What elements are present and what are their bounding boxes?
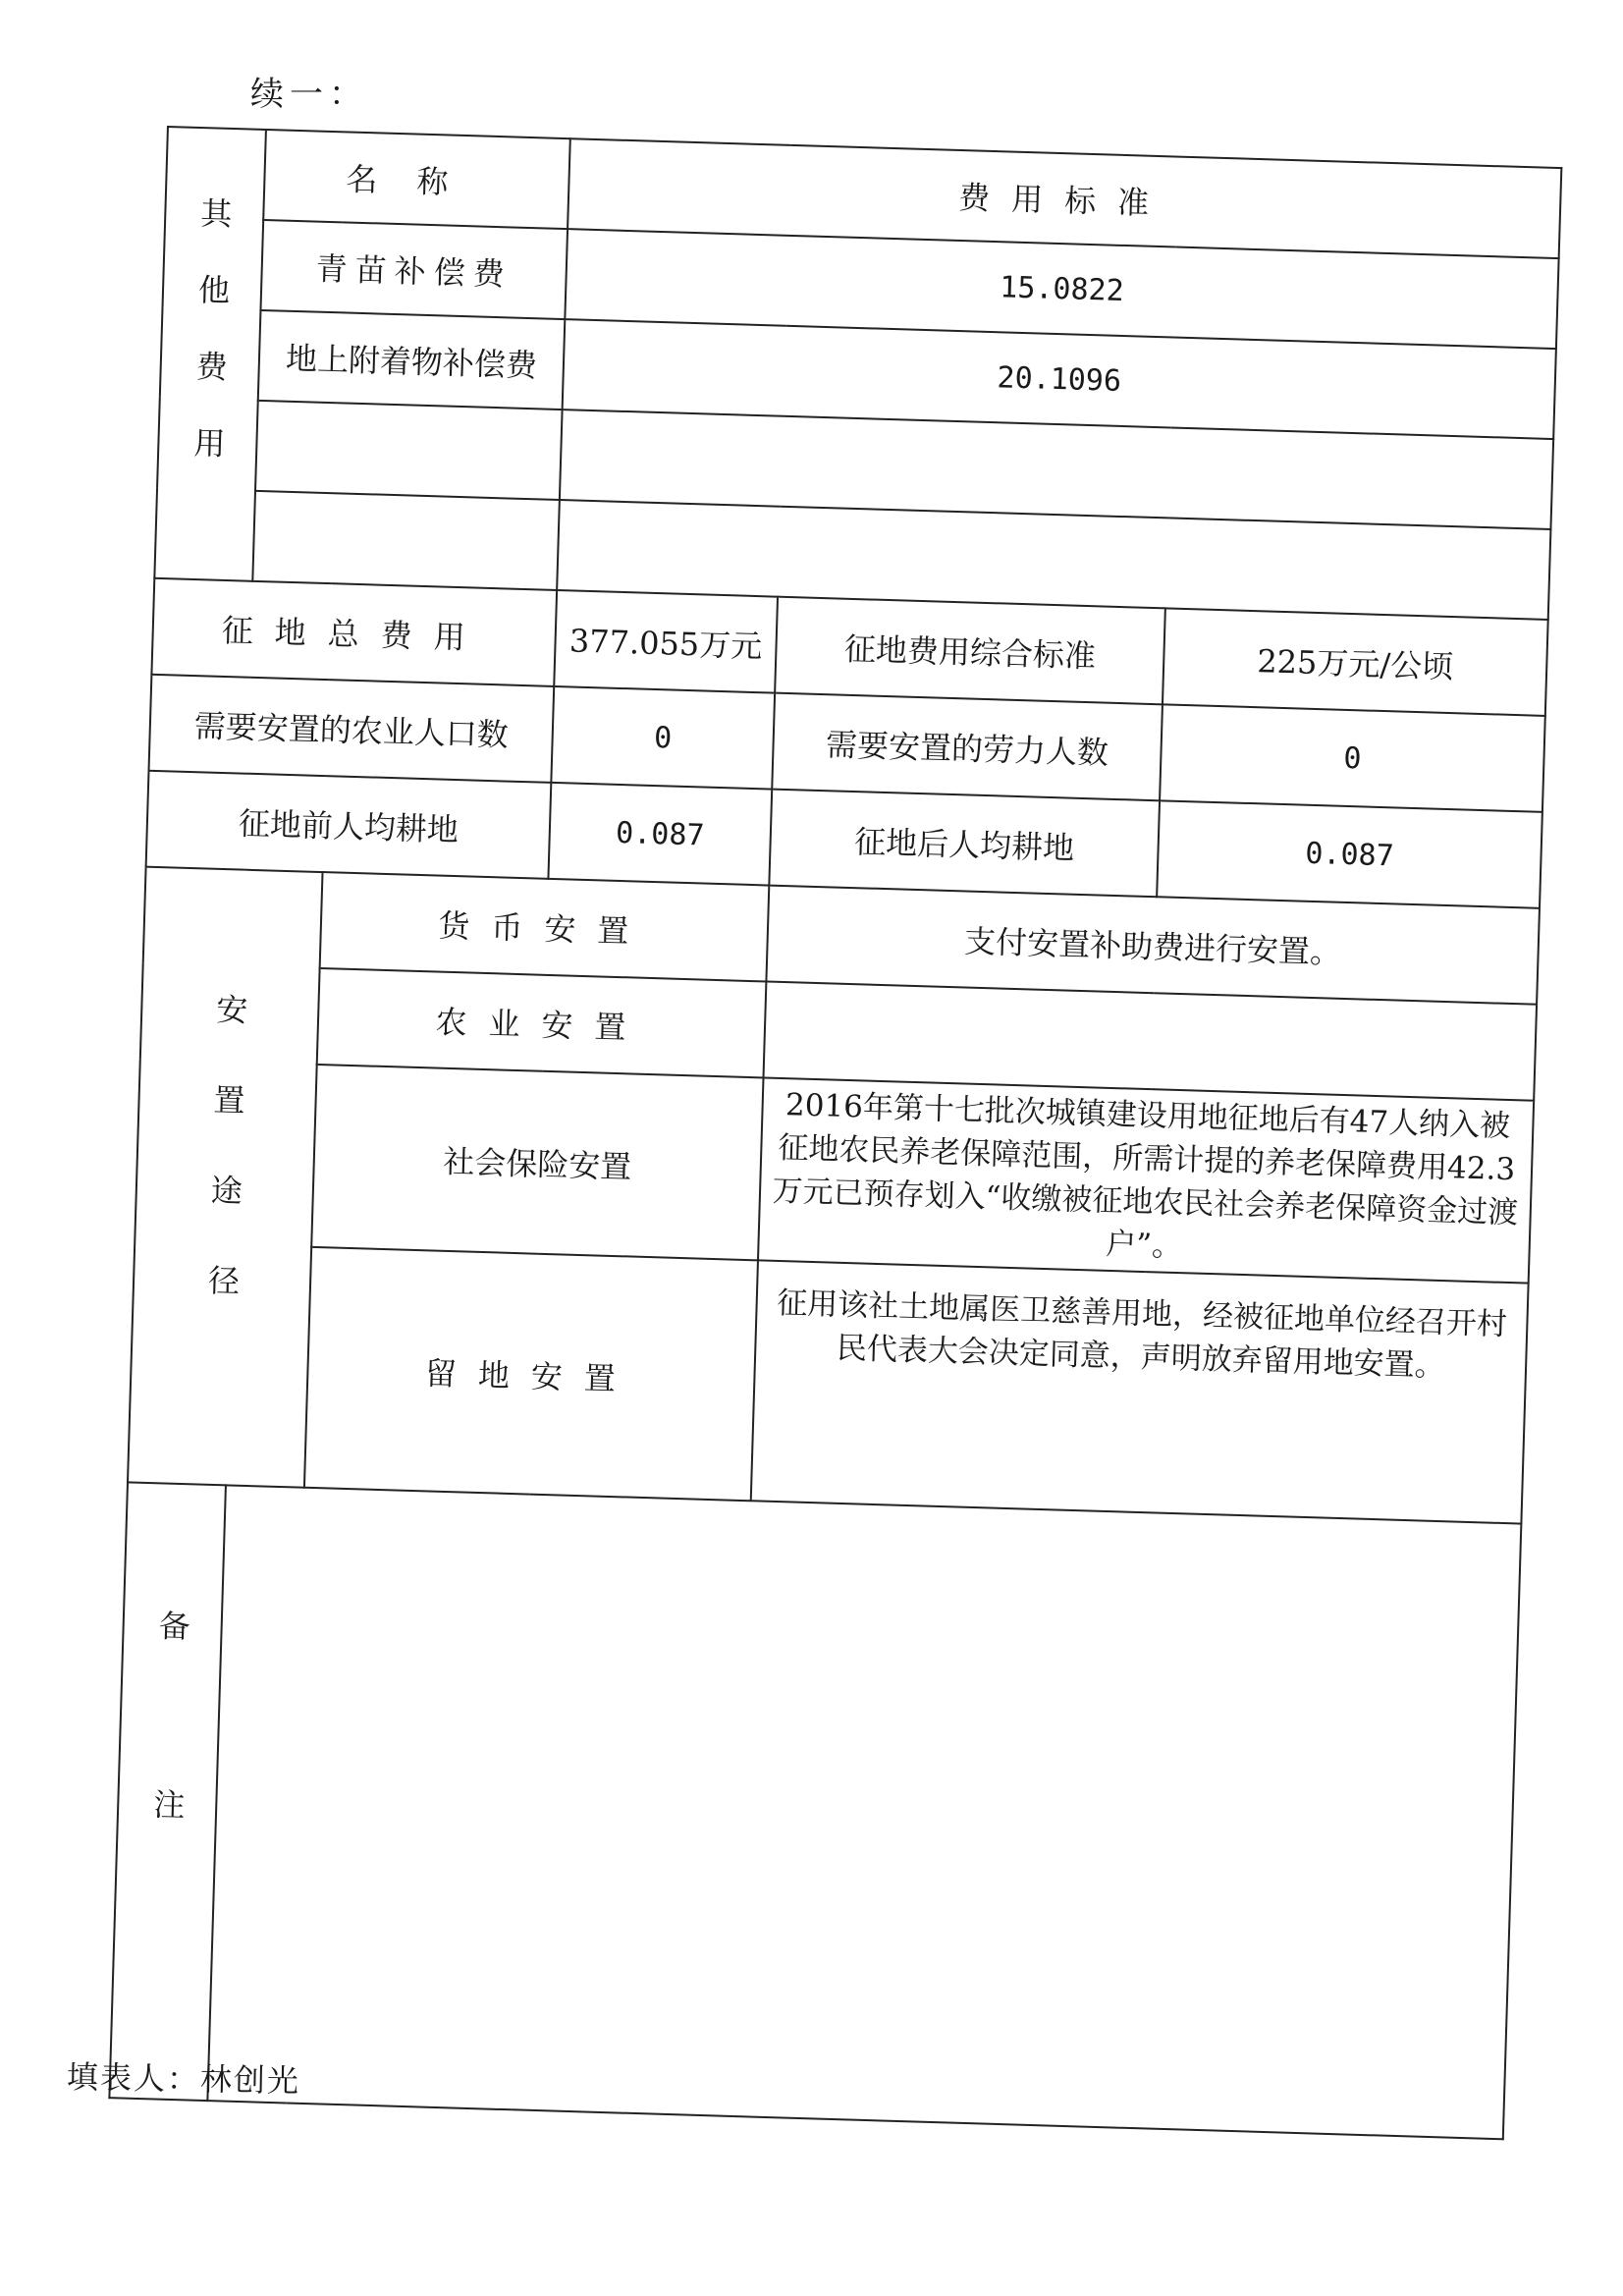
land-before-value: 0.087 bbox=[548, 783, 772, 886]
labor-count-label: 需要安置的劳力人数 bbox=[772, 693, 1163, 801]
comprehensive-standard-value: 225万元/公顷 bbox=[1163, 608, 1548, 716]
total-cost-label: 征地总费用 bbox=[151, 578, 557, 686]
total-cost-value: 377.055万元 bbox=[554, 590, 778, 693]
fee-name-cell: 地上附着物补偿费 bbox=[258, 310, 566, 410]
resettlement-group-cell bbox=[128, 867, 323, 1488]
resettlement-name-cell: 货币安置 bbox=[320, 872, 770, 981]
remarks-label: 备注 bbox=[143, 1608, 192, 1967]
land-after-value: 0.087 bbox=[1157, 800, 1542, 908]
agri-population-label: 需要安置的农业人口数 bbox=[149, 675, 555, 783]
land-after-label: 征地后人均耕地 bbox=[769, 790, 1160, 898]
resettlement-name-cell: 留地安置 bbox=[304, 1247, 758, 1501]
resettlement-row bbox=[128, 1242, 1529, 1524]
resettlement-content-cell: 支付安置补助费进行安置。 bbox=[766, 886, 1540, 1005]
fee-name-cell bbox=[252, 491, 560, 590]
remarks-label-cell bbox=[109, 1482, 226, 2101]
resettlement-content-cell: 征用该社土地属医卫慈善用地，经被征地单位经召开村民代表大会决定同意，声明放弃留用地安置。 bbox=[751, 1260, 1529, 1523]
form-filler bbox=[67, 2052, 301, 2102]
remarks-content-cell bbox=[207, 1485, 1521, 2139]
continuation-header: 续一： bbox=[250, 75, 368, 114]
resettlement-name-cell: 社会保险安置 bbox=[311, 1065, 763, 1260]
agri-population-value: 0 bbox=[551, 686, 775, 790]
resettlement-content-cell: 2016年第十七批次城镇建设用地征地后有47人纳入被征地农民养老保障范围，所需计提的养老保障费用42.3万元已预存划入“收缴被征地农民社会养老保障资金过渡户”。 bbox=[758, 1077, 1534, 1283]
fee-name-cell: 青苗补偿费 bbox=[260, 220, 568, 319]
fee-value-cell: 15.0822 bbox=[565, 229, 1558, 349]
resettlement-name-cell: 农业安置 bbox=[317, 968, 767, 1077]
filler-label: 填表人： bbox=[66, 2057, 201, 2099]
other-fees-group-label: 其他费用 bbox=[187, 195, 234, 504]
land-before-label: 征地前人均耕地 bbox=[146, 771, 552, 879]
form-table bbox=[108, 126, 1562, 2140]
resettlement-group-label: 安置途径 bbox=[200, 992, 249, 1355]
fee-value-cell: 20.1096 bbox=[563, 319, 1556, 439]
other-fees-group-cell bbox=[154, 127, 266, 581]
fee-name-cell bbox=[255, 401, 563, 500]
remarks-row bbox=[109, 1482, 1521, 2139]
filler-name: 林创光 bbox=[199, 2060, 301, 2101]
land-acquisition-form bbox=[108, 126, 1560, 2140]
labor-count-value: 0 bbox=[1160, 704, 1545, 812]
name-column-header: 名称 bbox=[263, 130, 570, 229]
standard-column-header: 费用标准 bbox=[568, 138, 1561, 258]
comprehensive-standard-label: 征地费用综合标准 bbox=[775, 597, 1165, 705]
